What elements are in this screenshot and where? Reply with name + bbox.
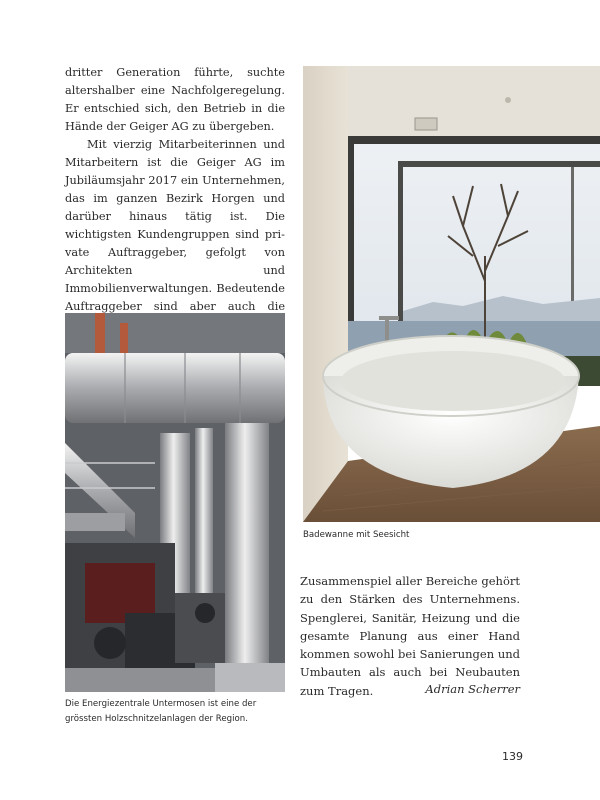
page-number: 139 bbox=[502, 750, 523, 763]
author-name: Adrian Scherrer bbox=[425, 682, 520, 696]
bathtub-photo bbox=[303, 66, 600, 522]
article-text-right bbox=[300, 572, 520, 700]
paragraph: Mit vierzig Mitarbeiterinnen und Mitarbeitern ist die Geiger AG im Jubiläumsjahr 2017 ein Unternehmen, das im ganzen Bezirk Horgen und darüber hinaus tätig ist. Die wichtigsten Kundengruppen sind private Auftraggeber, gefolgt von Architekten und Immobilienverwaltungen. Bedeutende Auftraggeber sind aber auch die bbox=[65, 138, 285, 313]
image-caption: Die Energiezentrale Untermosen ist eine der grössten Holzschnitzelanlagen der Region. bbox=[65, 699, 257, 724]
image-caption: Badewanne mit Seesicht bbox=[303, 530, 410, 540]
paragraph: dritter Generation führte, suchte altershalber eine Nachfolgeregelung. Er entschied sich, den Betrieb in die Hände der Geiger AG zu übergeben. bbox=[65, 66, 285, 133]
paragraph: Zusammenspiel aller Bereiche gehört zu den Stärken des Unternehmens. Spenglerei, Sanitär, Heizung und die gesamte Planung aus einer Hand kommen sowohl bei Sanierungen und Umbauten als auch bei Neubauten zum Tragen. bbox=[300, 574, 520, 698]
pipes-photo bbox=[65, 313, 285, 692]
